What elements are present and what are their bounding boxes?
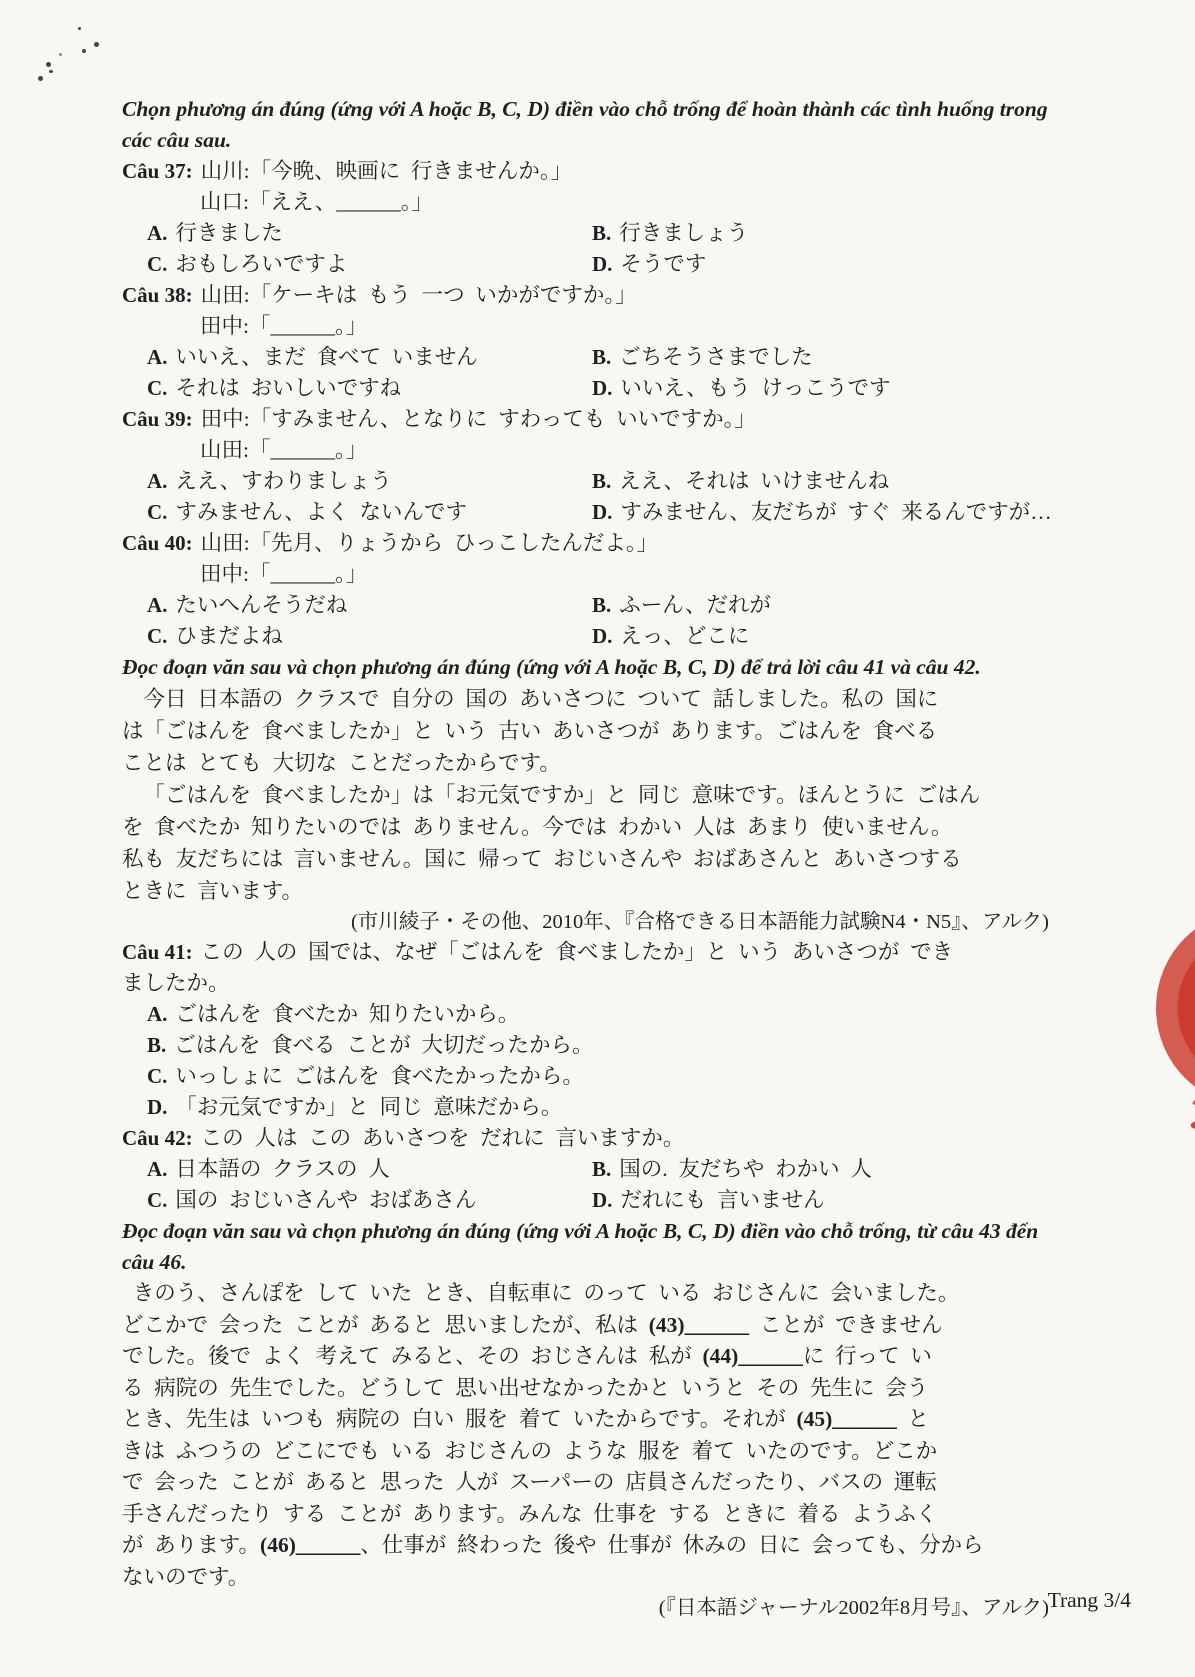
option-text: いいえ、もう けっこうです	[620, 376, 891, 400]
option-letter: A.	[147, 593, 168, 617]
dialogue-text: 山田:「______。」	[200, 438, 368, 462]
option-text: おもしろいですよ	[175, 252, 348, 276]
option-text: ごはんを 食べたか 知りたいから。	[175, 1002, 520, 1026]
option-letter: A.	[147, 221, 168, 245]
option-text: だれにも 言いません	[620, 1188, 825, 1212]
option-text: すみません、友だちが すぐ 来るんですが…	[620, 500, 1052, 524]
ink-dot	[38, 76, 43, 81]
ink-dot	[49, 70, 53, 73]
option-d	[592, 373, 1063, 404]
question-39-options	[122, 466, 1063, 528]
question-stem: この 人の 国では、なぜ「ごはんを 食べましたか」と いう あいさつが でき	[200, 940, 954, 964]
option-c	[122, 1185, 592, 1216]
question-37	[122, 156, 1063, 280]
page-body	[122, 94, 1063, 1623]
option-c	[122, 373, 592, 404]
option-letter: D.	[592, 624, 613, 648]
option-b	[592, 1154, 1063, 1185]
option-a	[122, 466, 592, 497]
option-letter: A.	[147, 469, 168, 493]
ink-dot	[94, 42, 99, 47]
option-letter: D.	[592, 1188, 613, 1212]
passage-line: 今日 日本語の クラスで 自分の 国の あいさつに ついて 話しました。私の 国に	[122, 687, 939, 711]
option-text: 日本語の クラスの 人	[175, 1157, 390, 1181]
option-b	[592, 342, 1063, 373]
dialogue-text: 田中:「______。」	[200, 314, 368, 338]
passage-line: どこかで 会った ことが あると 思いましたが、私は (43)______ ことが できません	[122, 1312, 943, 1337]
passage-line: を 食べたか 知りたいのでは ありません。今では わかい 人は あまり 使いません。	[122, 815, 953, 839]
option-letter: D.	[592, 376, 613, 400]
option-text: いいえ、まだ 食べて いません	[175, 345, 478, 369]
question-stem: この 人は この あいさつを だれに 言いますか。	[200, 1126, 685, 1150]
option-a	[122, 218, 592, 249]
option-letter: B.	[592, 221, 612, 245]
passage-line: ことは とても 大切な ことだったからです。	[122, 751, 561, 775]
question-42	[122, 1123, 1063, 1216]
passage-line: が あります。(46)______、仕事が 終わった 後や 仕事が 休みの 日に 会っても、分から	[122, 1533, 984, 1557]
option-text: それは おいしいですね	[175, 376, 402, 400]
question-number: Câu 39:	[122, 407, 193, 431]
option-text: ひまだよね	[175, 624, 283, 648]
question-40	[122, 528, 1063, 652]
option-text: そうです	[620, 252, 707, 276]
question-40-prompt	[122, 528, 1063, 559]
dialogue-line-2	[122, 311, 1063, 342]
reading-1-passage	[122, 683, 1063, 937]
passage-line: きは ふつうの どこにでも いる おじさんの ような 服を 着て いたのです。どこか	[122, 1438, 938, 1463]
question-number: Câu 40:	[122, 531, 193, 555]
passage-line: きのう、さんぽを して いた とき、自転車に のって いる おじさんに 会いました。	[122, 1281, 960, 1305]
option-letter: B.	[147, 1033, 167, 1057]
question-number: Câu 41:	[122, 940, 193, 964]
question-38	[122, 280, 1063, 404]
question-41-options	[122, 999, 1063, 1123]
option-text: ええ、それは いけませんね	[619, 469, 890, 493]
option-letter: C.	[147, 1064, 168, 1088]
dialogue-text: 田中:「______。」	[200, 562, 368, 586]
dialogue-line-1: 田中:「すみません、となりに すわっても いいですか。」	[200, 407, 756, 431]
option-text: いっしょに ごはんを 食べたかったから。	[175, 1064, 584, 1088]
passage-line: 「ごはんを 食べましたか」は「お元気ですか」と 同じ 意味です。ほんとうに ごはん	[122, 783, 981, 807]
option-c	[122, 497, 592, 528]
option-letter: B.	[592, 345, 612, 369]
option-text: たいへんそうだね	[175, 593, 348, 617]
source-citation: (市川綾子・その他、2010年、『合格できる日本語能力試験N4・N5』、アルク)	[350, 911, 1049, 933]
question-39	[122, 404, 1063, 528]
option-letter: C.	[147, 500, 168, 524]
option-a	[122, 999, 1063, 1030]
option-letter: B.	[592, 593, 612, 617]
option-letter: A.	[147, 1157, 168, 1181]
ink-dot	[78, 27, 81, 30]
option-letter: A.	[147, 1002, 168, 1026]
option-b	[592, 466, 1063, 497]
option-text: 国の おじいさんや おばあさん	[175, 1188, 477, 1212]
question-stem: ましたか。	[122, 971, 230, 995]
option-text: 「お元気ですか」と 同じ 意味だから。	[175, 1095, 563, 1119]
question-number: Câu 42:	[122, 1126, 193, 1150]
question-37-options	[122, 218, 1063, 280]
passage-line: で 会った ことが あると 思った 人が スーパーの 店員さんだったり、バスの 運転	[122, 1470, 937, 1494]
option-c	[122, 621, 592, 652]
option-letter: A.	[147, 345, 168, 369]
option-text: ええ、すわりましょう	[175, 469, 392, 493]
option-d	[122, 1092, 1063, 1123]
option-text: 行きましょう	[619, 221, 749, 245]
option-text: 行きました	[175, 221, 283, 245]
source-citation: (『日本語ジャーナル2002年8月号』、アルク)	[658, 1597, 1049, 1619]
ink-dot	[46, 62, 51, 67]
option-a	[122, 1154, 592, 1185]
question-number: Câu 38:	[122, 283, 193, 307]
passage-line: でした。後で よく 考えて みると、その おじさんは 私が (44)______に 行って い	[122, 1344, 932, 1368]
option-d	[592, 1185, 1063, 1216]
reading-2-instruction: Đọc đoạn văn sau và chọn phương án đúng (ứng với A hoặc B, C, D) điền vào chỗ trống, từ câu 43 đến câu 46.	[122, 1219, 1039, 1274]
section-instruction: Chọn phương án đúng (ứng với A hoặc B, C, D) điền vào chỗ trống để hoàn thành các tình huống trong các câu sau.	[122, 97, 1048, 152]
question-38-options	[122, 342, 1063, 404]
question-39-prompt	[122, 404, 1063, 435]
option-letter: D.	[147, 1095, 168, 1119]
passage-line: ときに 言います。	[122, 879, 304, 903]
dialogue-line-2	[122, 187, 1063, 218]
question-42-options	[122, 1154, 1063, 1216]
option-letter: C.	[147, 624, 168, 648]
option-b	[122, 1030, 1063, 1061]
question-41-stem-wrap	[122, 968, 1063, 999]
dialogue-line-2	[122, 435, 1063, 466]
option-letter: C.	[147, 376, 168, 400]
dialogue-line-1: 山田:「ケーキは もう 一つ いかがですか。」	[200, 283, 637, 307]
passage-line: ないのです。	[122, 1564, 250, 1589]
option-a	[122, 590, 592, 621]
option-letter: D.	[592, 252, 613, 276]
dialogue-line-1: 山川:「今晩、映画に 行きませんか。」	[200, 159, 573, 183]
reading-1-instruction: Đọc đoạn văn sau và chọn phương án đúng (ứng với A hoặc B, C, D) để trả lời câu 41 và câu 42.	[122, 655, 981, 679]
option-d	[592, 497, 1063, 528]
reading-2-passage	[122, 1278, 1063, 1623]
option-b	[592, 218, 1063, 249]
passage-line: 手さんだったり する ことが あります。みんな 仕事を する ときに 着る ようふく	[122, 1501, 938, 1526]
passage-line: は「ごはんを 食べましたか」と いう 古い あいさつが あります。ごはんを 食べる	[122, 719, 938, 743]
option-text: ふーん、だれが	[619, 593, 772, 617]
question-41	[122, 937, 1063, 1123]
option-letter: D.	[592, 500, 613, 524]
option-c	[122, 249, 592, 280]
option-letter: B.	[592, 469, 612, 493]
option-text: 国の. 友だちや わかい 人	[619, 1157, 872, 1181]
question-38-prompt	[122, 280, 1063, 311]
passage-line: とき、先生は いつも 病院の 白い 服を 着て いたからです。それが (45)______ と	[122, 1407, 930, 1431]
ink-dot	[59, 53, 62, 56]
option-c	[122, 1061, 1063, 1092]
option-letter: C.	[147, 1188, 168, 1212]
option-text: ごちそうさまでした	[619, 345, 813, 369]
dialogue-text: 山口:「ええ、______。」	[200, 190, 434, 214]
option-letter: C.	[147, 252, 168, 276]
option-text: すみません、よく ないんです	[175, 500, 467, 524]
question-41-prompt	[122, 937, 1063, 968]
option-text: ごはんを 食べる ことが 大切だったから。	[174, 1033, 594, 1057]
dialogue-line-2	[122, 559, 1063, 590]
ink-dot	[82, 49, 86, 53]
option-text: えっ、どこに	[620, 624, 750, 648]
page-number: Trang 3/4	[1047, 1588, 1131, 1612]
option-letter: B.	[592, 1157, 612, 1181]
question-42-prompt	[122, 1123, 1063, 1154]
dialogue-line-1: 山田:「先月、りょうから ひっこしたんだよ。」	[200, 531, 659, 555]
option-a	[122, 342, 592, 373]
option-d	[592, 621, 1063, 652]
question-number: Câu 37:	[122, 159, 193, 183]
passage-line: 私も 友だちには 言いません。国に 帰って おじいさんや おばあさんと あいさつする	[122, 847, 962, 871]
question-37-prompt	[122, 156, 1063, 187]
passage-line: る 病院の 先生でした。どうして 思い出せなかったかと いうと その 先生に 会う	[122, 1375, 929, 1400]
option-d	[592, 249, 1063, 280]
official-stamp	[1133, 896, 1195, 1136]
question-40-options	[122, 590, 1063, 652]
option-b	[592, 590, 1063, 621]
